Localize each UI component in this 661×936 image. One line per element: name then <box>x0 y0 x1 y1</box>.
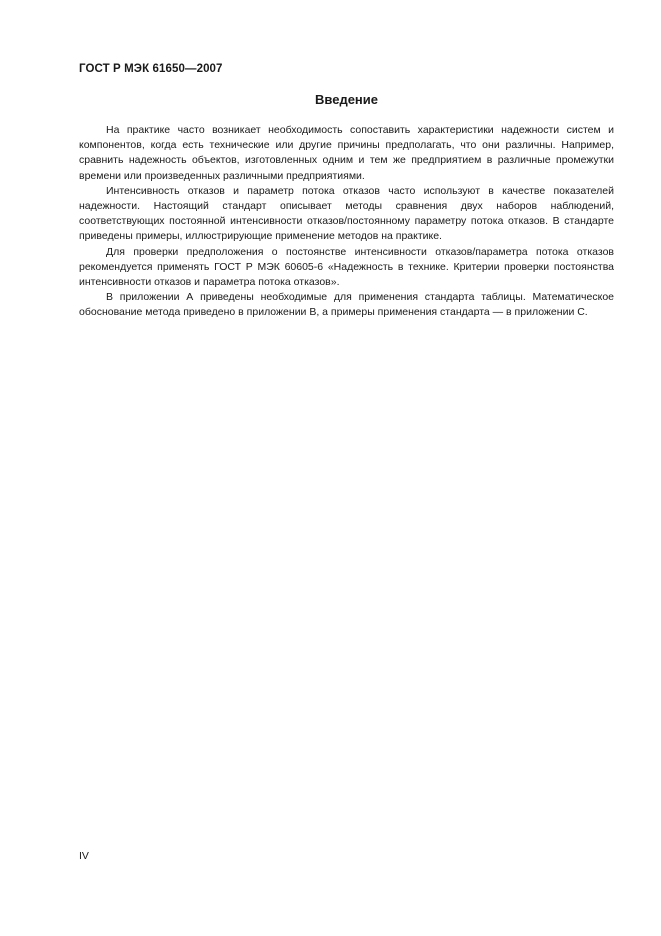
paragraph-1: На практике часто возникает необходимость сопоставить характеристики надежности систем и компонентов, когда есть технические или другие причины предполагать, что они различны. Например, сравнить надежность объектов, изготовленных одним и тем же предприятием в различные промежутки времени или произведенных различными предприятиями. <box>79 124 614 182</box>
section-title: Введение <box>315 92 378 107</box>
page-number: IV <box>79 850 89 862</box>
paragraph-3: Для проверки предположения о постоянстве интенсивности отказов/параметра потока отказов рекомендуется применять ГОСТ Р МЭК 60605-6 «Надежность в технике. Критерии проверки постоянства интенсивности отказов и параметра потока отказов». <box>79 245 614 289</box>
document-code-header: ГОСТ Р МЭК 61650—2007 <box>79 63 223 75</box>
section-body <box>79 123 614 321</box>
paragraph-4: В приложении А приведены необходимые для применения стандарта таблицы. Математическое обоснование метода приведено в приложении В, а примеры применения стандарта — в приложении С. <box>79 291 614 319</box>
paragraph-2: Интенсивность отказов и параметр потока отказов часто используют в качестве показателей надежности. Настоящий стандарт описывает методы сравнения двух наборов наблюдений, соответствующих постоянной интенсивности отказов/постоянному параметру потока отказов. В стандарте приведены примеры, иллюстрирующие применение методов на практике. <box>79 184 614 243</box>
